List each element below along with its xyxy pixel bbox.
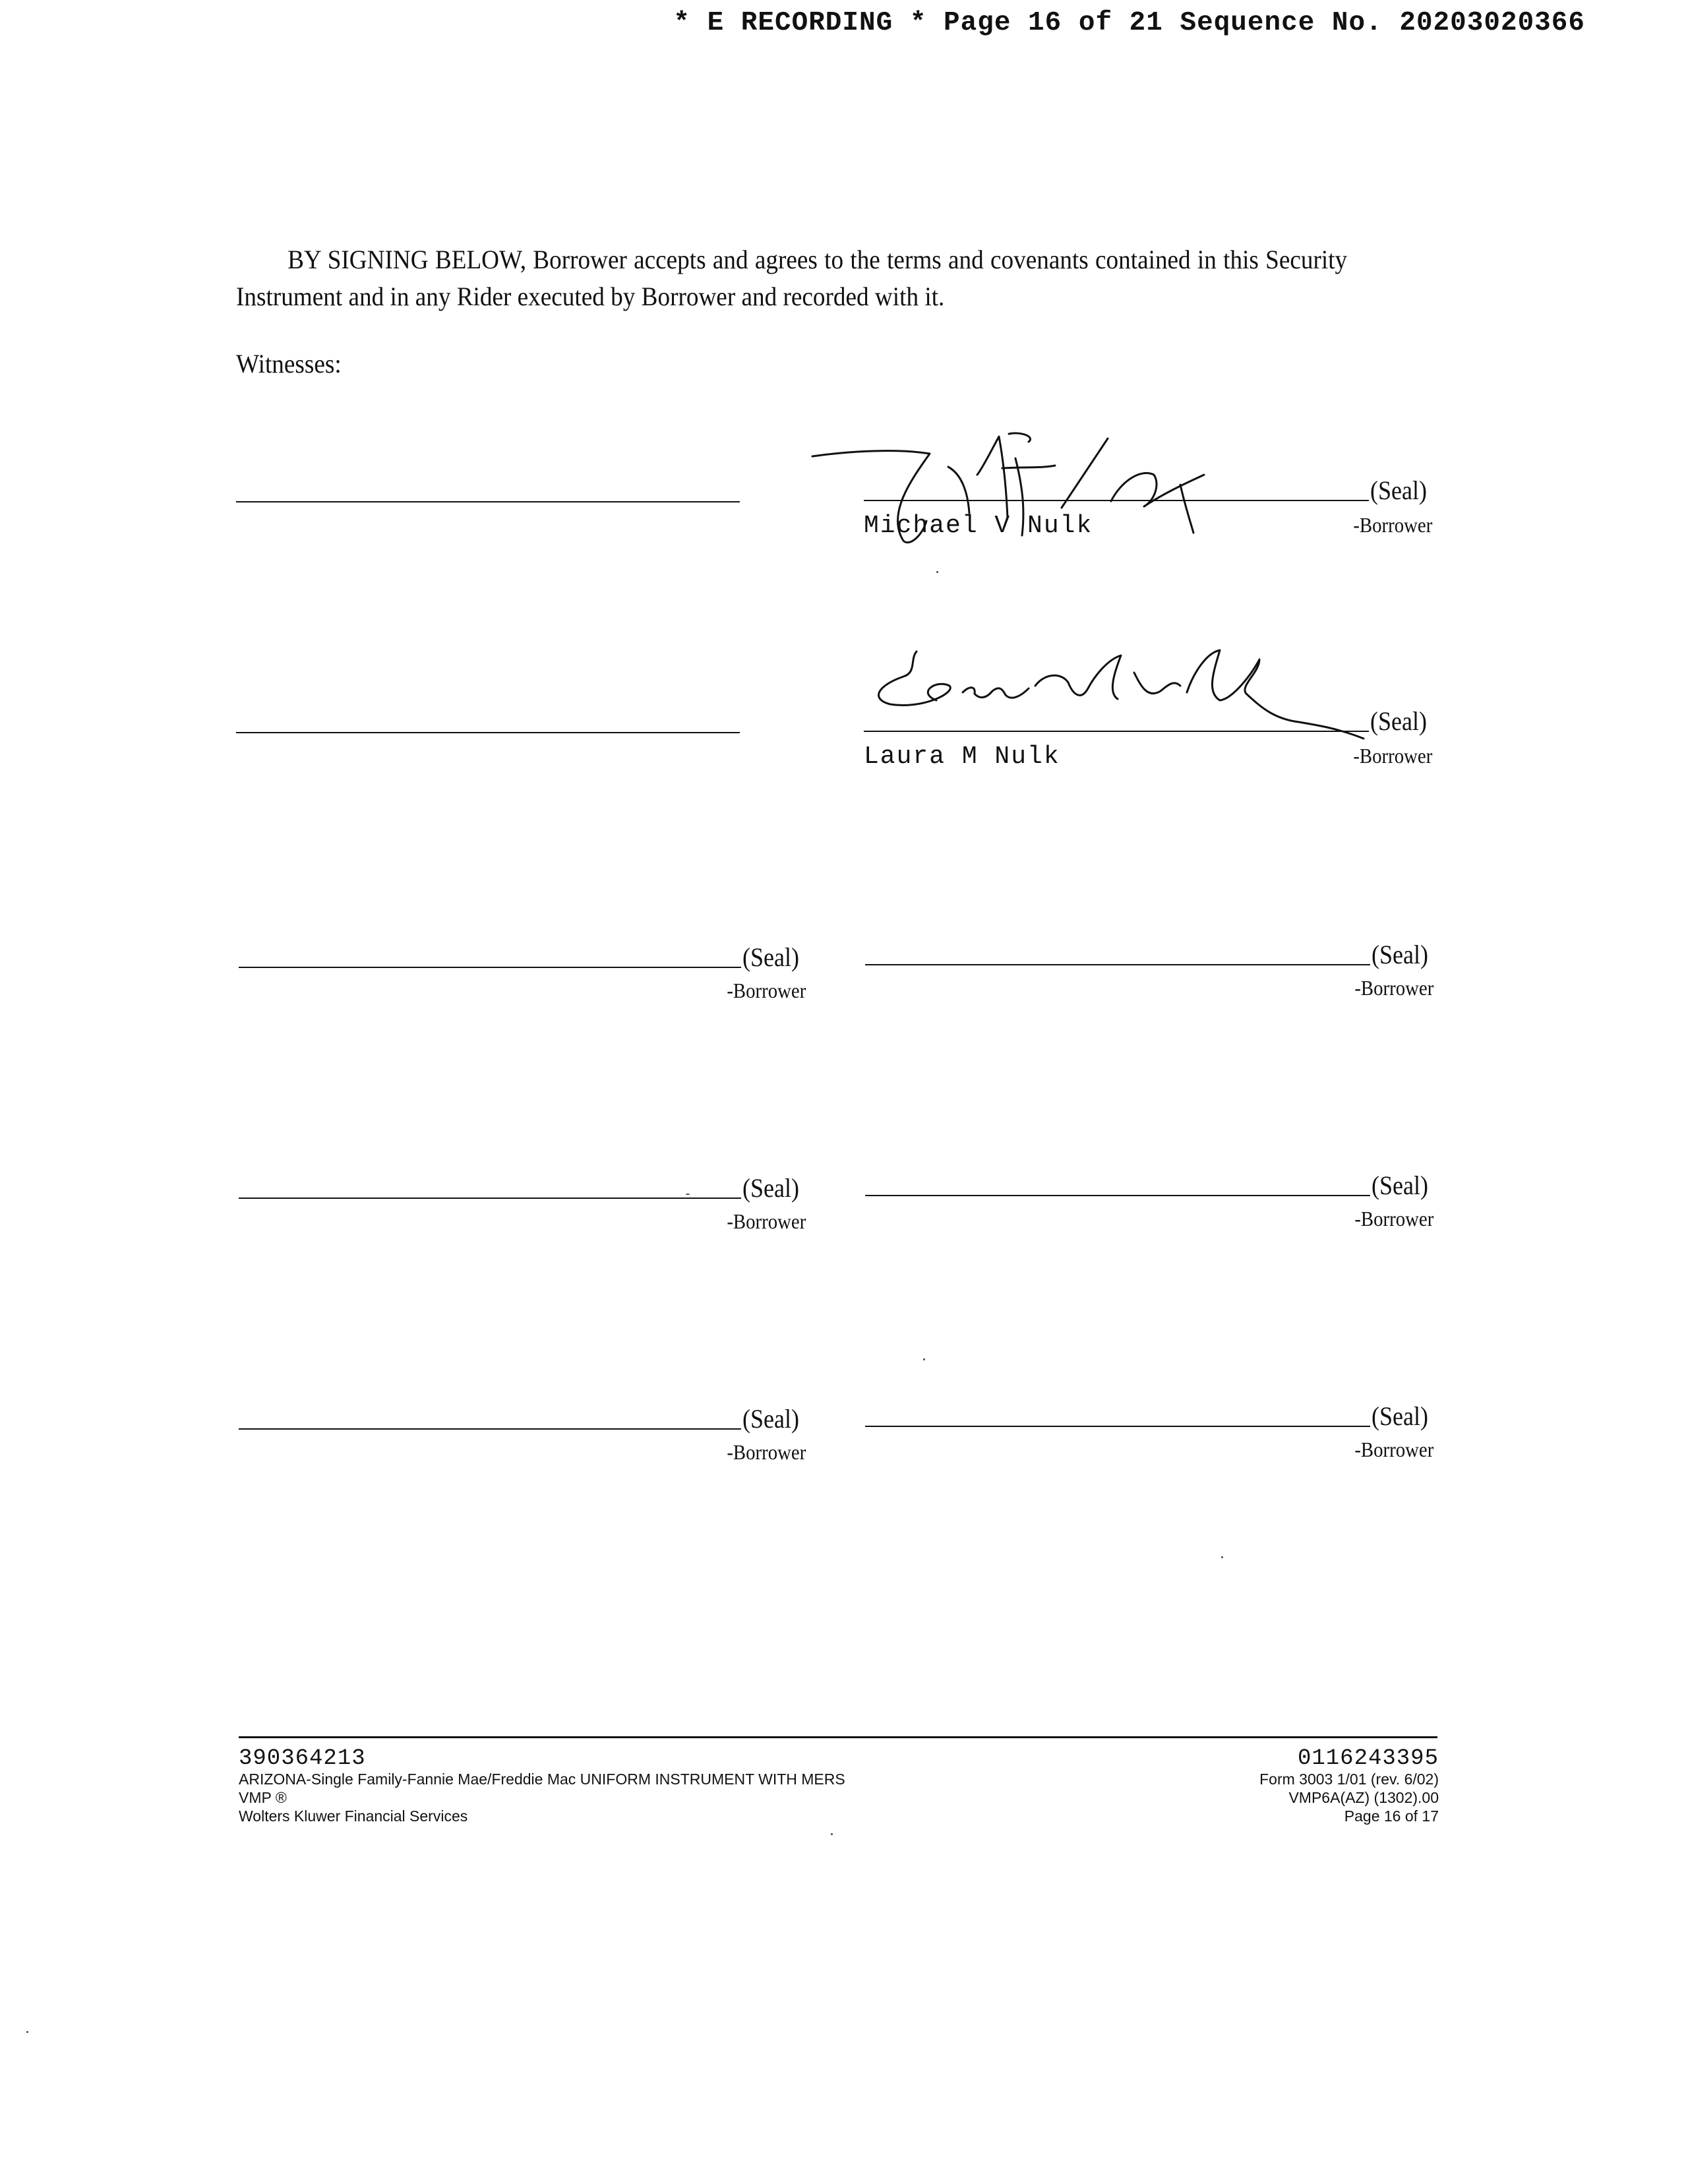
witnesses-label: Witnesses:	[236, 349, 342, 379]
borrower-label: -Borrower	[1354, 1207, 1433, 1230]
seal-label: (Seal)	[1370, 706, 1427, 736]
seal-label: (Seal)	[742, 942, 799, 972]
scan-speck	[936, 571, 938, 573]
scan-speck	[1221, 1556, 1223, 1558]
signature-line-blank	[865, 1195, 1370, 1196]
publisher: Wolters Kluwer Financial Services	[239, 1807, 468, 1825]
signer-name-michael: Michael V Nulk	[864, 512, 1093, 540]
witness-line-1	[236, 501, 740, 502]
seal-label: (Seal)	[1370, 475, 1427, 505]
signature-laura-nulk	[864, 646, 1365, 739]
footer-left	[239, 1747, 845, 1825]
borrower-label: -Borrower	[727, 1440, 806, 1464]
seal-label: (Seal)	[1372, 1170, 1428, 1200]
form-number: Form 3003 1/01 (rev. 6/02)	[1259, 1771, 1439, 1788]
borrower-label: -Borrower	[727, 979, 806, 1002]
signature-line-blank	[239, 1198, 741, 1199]
loan-number: 390364213	[239, 1746, 366, 1771]
witness-line-2	[236, 732, 740, 733]
form-title: ARIZONA-Single Family-Fannie Mae/Freddie Mac UNIFORM INSTRUMENT WITH MERS	[239, 1771, 845, 1788]
footer-right	[1259, 1747, 1439, 1825]
borrower-label: -Borrower	[1354, 976, 1433, 1000]
seal-label: (Seal)	[742, 1173, 799, 1203]
form-code: VMP6A(AZ) (1302).00	[1288, 1789, 1439, 1806]
signature-line-blank	[239, 967, 741, 968]
signature-line-blank	[865, 964, 1370, 965]
signature-line-blank	[239, 1428, 741, 1430]
signer-name-laura: Laura M Nulk	[864, 743, 1060, 771]
recording-stamp: * E RECORDING * Page 16 of 21 Sequence No. 20203020366	[673, 8, 1585, 38]
seal-label: (Seal)	[1372, 940, 1428, 969]
footer-rule	[239, 1736, 1437, 1738]
scan-speck	[923, 1358, 925, 1360]
seal-label: (Seal)	[1372, 1401, 1428, 1431]
signing-statement-text: BY SIGNING BELOW, Borrower accepts and agrees to the terms and covenants contained in this Security Instrument and in any Rider executed by Borrower and recorded with it.	[236, 245, 1348, 311]
scan-speck	[26, 2031, 28, 2033]
signing-statement	[236, 241, 1347, 315]
borrower-label: -Borrower	[727, 1209, 806, 1233]
borrower-label: -Borrower	[1353, 744, 1432, 768]
scan-speck	[686, 1194, 690, 1195]
vmp-mark: VMP ®	[239, 1789, 287, 1806]
borrower-label: -Borrower	[1353, 513, 1432, 537]
page-number: Page 16 of 17	[1344, 1807, 1439, 1825]
borrower-label: -Borrower	[1354, 1438, 1433, 1461]
seal-label: (Seal)	[742, 1404, 799, 1434]
document-number: 0116243395	[1297, 1746, 1439, 1771]
signature-michael-nulk	[811, 422, 1207, 554]
scan-speck	[831, 1833, 833, 1835]
signature-line-blank	[865, 1426, 1370, 1427]
